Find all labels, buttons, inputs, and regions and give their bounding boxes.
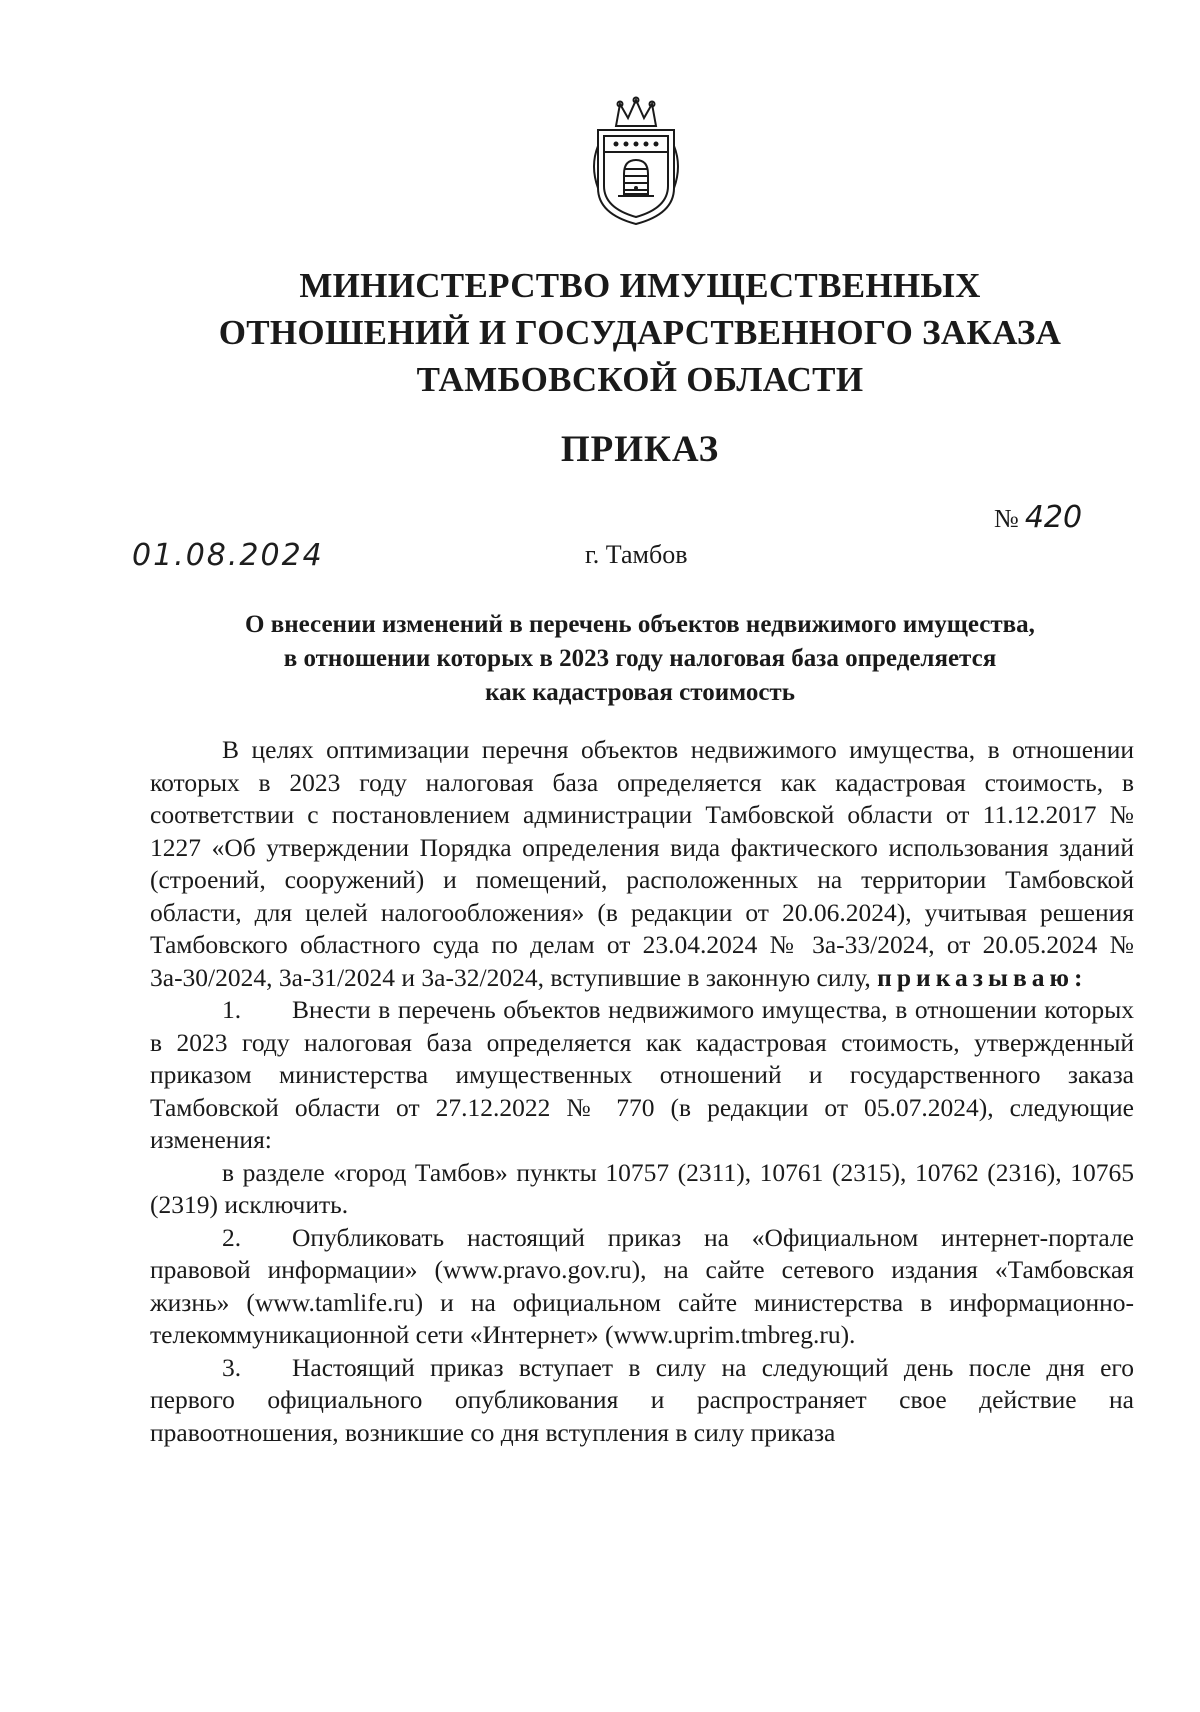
item-3-text: Настоящий приказ вступает в силу на следующий день после дня его первого официального опубликования и распространяет свое действие на правоотношения, возникшие со дня вступления в силу приказа xyxy=(150,1352,1134,1447)
order-date: 01.08.2024 xyxy=(132,538,324,573)
item-1-text: Внести в перечень объектов недвижимого имущества, в отношении которых в 2023 году налоговая база определяется как кадастровая стоимость, утвержденный приказом министерства имущественных отношений и государственного заказа Тамбовской области от 27.12.2022 № 770 (в редакции от 05.07.2024), следующие изменения: xyxy=(150,995,1134,1154)
document-type: ПРИКАЗ xyxy=(560,429,720,470)
ministry-line-2: ОТНОШЕНИЙ И ГОСУДАРСТВЕННОГО ЗАКАЗА xyxy=(218,313,1062,352)
preamble-text: В целях оптимизации перечня объектов недвижимого имущества, в отношении которых в 2023 году налоговая база определяется как кадастровая стоимость, в соответствии с постановлением администрации Тамбовской области от 11.12.2017 № 1227 «Об утверждении Порядка определения вида фактического использования зданий (строений, сооружений) и помещений, расположенных на территории Тамбовской области, для целей налогообложения» (в редакции от 20.06.2024), учитывая решения Тамбовского областного суда по делам от 23.04.2024 № 3а-33/2024, от 20.05.2024 № 3а-30/2024, 3а-31/2024 и 3а-32/2024, вступившие в законную силу, xyxy=(150,735,1134,992)
item-3-paragraph xyxy=(150,1352,1134,1450)
number-value: 420 xyxy=(1024,500,1083,535)
ministry-name xyxy=(0,262,1200,403)
item-1-number: 1. xyxy=(222,995,242,1024)
item-1-sub-paragraph xyxy=(150,1157,1134,1222)
item-2-paragraph xyxy=(150,1222,1134,1352)
item-1-sub-text: в разделе «город Тамбов» пункты 10757 (2311), 10761 (2315), 10762 (2316), 10765 (2319) исключить. xyxy=(150,1157,1134,1219)
subject-line-1: О внесении изменений в перечень объектов недвижимого имущества, xyxy=(245,611,1035,638)
order-city: г. Тамбов xyxy=(585,540,688,569)
item-3-number: 3. xyxy=(222,1352,242,1382)
tambov-coat-of-arms-icon xyxy=(586,96,686,228)
order-body xyxy=(150,734,1134,1449)
item-1-paragraph xyxy=(150,994,1134,1157)
number-prefix: № xyxy=(994,504,1019,533)
ministry-line-1: МИНИСТЕРСТВО ИМУЩЕСТВЕННЫХ xyxy=(299,266,981,305)
preamble-paragraph xyxy=(150,734,1134,994)
subject-line-2: в отношении которых в 2023 году налоговая база определяется xyxy=(283,645,997,672)
order-subject xyxy=(0,608,1200,710)
item-2-number: 2. xyxy=(222,1222,242,1252)
subject-line-3: как кадастровая стоимость xyxy=(485,679,795,706)
order-number xyxy=(994,500,1082,535)
order-word: приказываю: xyxy=(877,962,1088,992)
item-2-text: Опубликовать настоящий приказ на «Официальном интернет-портале правовой информации» (www.pravo.gov.ru), на сайте сетевого издания «Тамбовская жизнь» (www.tamlife.ru) и на официальном сайте министерства в информационно-телекоммуникационной сети «Интернет» (www.uprim.tmbreg.ru). xyxy=(150,1222,1134,1349)
ministry-line-3: ТАМБОВСКОЙ ОБЛАСТИ xyxy=(416,360,864,399)
